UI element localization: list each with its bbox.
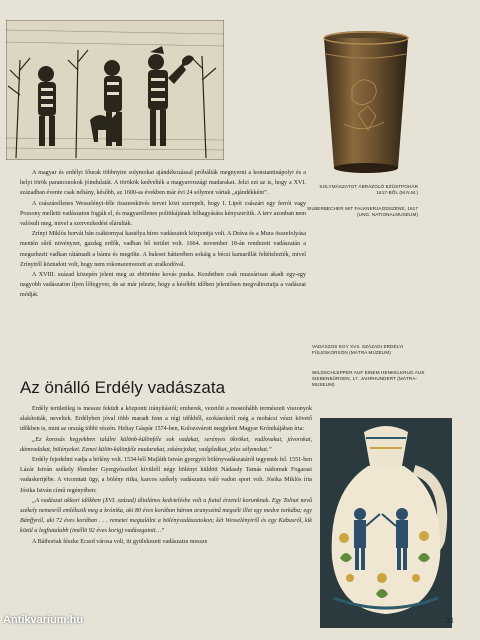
jug-caption-german: WILDSCHLEPPER AUF EINEM HENKELKRUG AUS SIEBENBÜRGEN, 17. JAHRHUNDERT (MÁTRA-MUSEUM) [312, 370, 425, 388]
paragraph-zrinyi: Zrínyi Miklós horvát bán csáktornyai kastélya híres vadászatok központja volt. A Dráva és a Mura összefolyása mentén sűrű növényzet, gazdag erdők, vadban bő terület volt. 1664. november 18-án rendezett vadászatán a megsebzett vadkan rátámadt a bánra és megölte. A baleset hátterében sokáig a bécsi kamarillát feltételezték, mivel Zrínyiről köztudott volt, hogy nem rokonszenvezett az uralkodóval. [20, 231, 306, 268]
paragraph-erdely-intro: Erdély területileg is messze feküdt a központi irányítástól; emberek, vezetőit a mostohább természeti viszonyok alakították, neveltek. Erdélyben jóval több maradt fenn a régi időkből, szokásokról még a mohácsi vészt követő időkben is, mint az ország többi részén. Heltay Gáspár 1574-ben, Kolozsvárott megjelent Magyar Krónikájában írta: [20, 406, 312, 433]
page-number: 21 [446, 616, 454, 625]
silver-cup-photo [318, 28, 414, 178]
top-text-block [20, 168, 306, 301]
cup-caption-german: SILBERBECHER MIT FALKNERJAGDSZENE, 1617 (UNG. NATIONALMUSEUM) [306, 206, 418, 218]
quote-heltay: „Ez korosás hegyekben találni különb-különféle sok vadakat, serényes ökröket, vadlovakat, jávorokat, dámvadakat, bölényeket. Ezmei külön-különféle madarakat, zskáncjokat, vadgőzdkat, jeles sólymokat.” [20, 436, 312, 453]
paragraph-flintlock: A XVIII. század közepén jelent meg az ebtörténs kovás puska. Kezdetben csak muzeárisan akadt egy-egy nagyobb vadászaton ilyen lőfegyver, de az már jelezte, hogy a későbbi időben jelentősen megváltoztatja a vadászat módját. [20, 272, 306, 299]
paragraph-bison: Erdély fejedelmi vadja a bölény volt. 1534-ből Majláth István gyergyói bölényvadászatáról tegyenek fel. 1551-ben Lázár István székely főember Gyergyószéket kívülről négy bölényt küldött Nádasdy Tamás nádornak Fogarasi vadaskertjébe. A vicomtati ügy, a bölény ritka, karcos székely vadászatra való vadon sport volt. Jósika Miklós írta Jósika István című regényében: [20, 457, 312, 494]
cup-caption-hungarian: SOLYMÁSZATOT ÁBRÁZOLÓ EZÜSTPOHÁR 1617-BŐL (M.N.M.) [319, 184, 418, 196]
jug-caption-hungarian: VADÁSZOS EGY XVII. SZÁZADI ERDÉLYI FÜLESKORSÓN (MÁTRA MÚZEUM) [312, 344, 404, 356]
quote-josika: „A vadászat akkori időkben (XVI. század) általános kedvteléshe volt a fiatal érzeteli korunknak. Egy Tolnai nevű székely nemesről emlékszik meg a krónika, aki 80 éves korában három aranyszínű megsélt illet egy medve torkába; egy Bánffyról, aki 72 éves korában . . . remetei megtalálni a bölényvadászatokon; két Wesselényiről és egy Kabusról, kik közül a legfiatalabb (iméllö 92 éves korig) vadászgatott…” [20, 497, 312, 535]
paragraph-falcons: A magyar és erdélyi főurak többnyire solymokat ajándékozással próbálták megnyerni a konstantinápolyi és a helyi török parancsnokok jóindulatát. A törökök kedvelték a magyarországi madarakat. Jelzi ezt az is, hogy a XVI. században évente csak néhány, később, az 1600-as években már évi 24 sólymot vártak „ajándékként”. [20, 170, 306, 197]
woodcut-falconers-drawing [6, 20, 224, 160]
watermark: Antikvarium.hu [3, 614, 84, 626]
section-heading: Az önálló Erdély vadászata [20, 378, 226, 397]
paragraph-wesselenyi: A császárellenes Wesselényi-féle összeesküvés tervei közt szerepelt, hogy I. Lipót császárt egy ferrói vagy Pozsony melletti vadászaton fogják el, és magyarellenes politikájának felhagyására kényszerítik. A terv azonban nem valósult meg, mivel a szervezkedést elárulták. [20, 200, 306, 228]
ceramic-jug-drawing [320, 418, 452, 628]
silver-cup-drawing [318, 28, 414, 178]
woodcut-illustration [6, 20, 224, 160]
paragraph-bathori: A Báthoriak fészke Ecsed városa volt, itt gyülekezett vadászatra messze [32, 538, 208, 545]
bottom-text-block [20, 404, 312, 547]
ceramic-jug-photo [320, 418, 452, 628]
